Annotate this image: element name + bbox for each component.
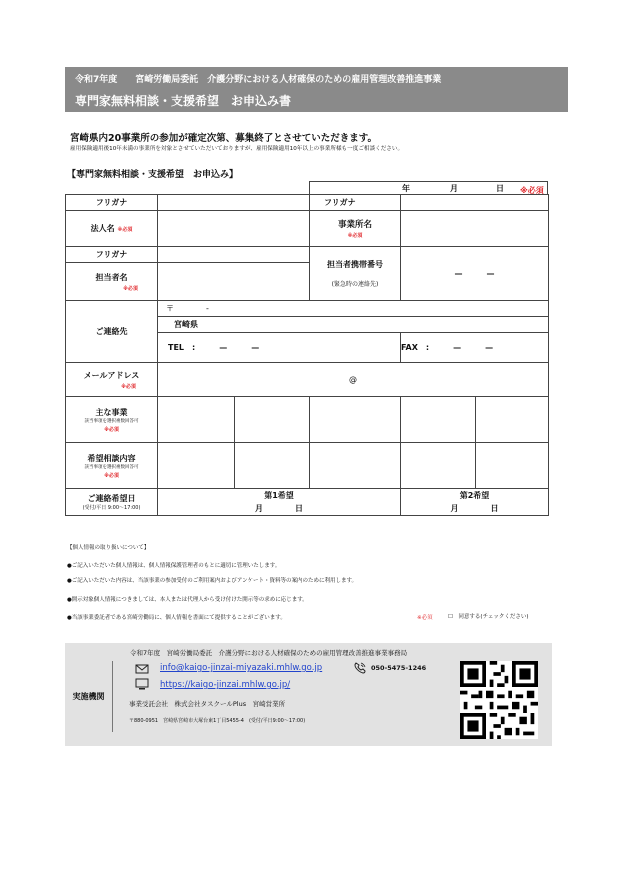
email-text: メールアドレス xyxy=(83,370,140,380)
mail-icon xyxy=(135,664,149,674)
schedule-label xyxy=(66,489,158,516)
business-option-3[interactable] xyxy=(310,397,401,443)
mobile-text: 担当者携帯番号 xyxy=(327,260,383,269)
website-link[interactable]: https://kaigo-jinzai.mhlw.go.jp/ xyxy=(160,680,291,690)
contact-name-label xyxy=(66,263,158,301)
address-input[interactable]: 宮崎県 xyxy=(158,317,549,333)
second-choice-input[interactable]: 月 日 xyxy=(401,502,549,516)
computer-icon xyxy=(135,678,149,690)
business-option-5[interactable] xyxy=(476,397,549,443)
corp-name-label xyxy=(66,211,158,247)
email-required: ※必須 xyxy=(121,383,136,390)
email-label xyxy=(66,363,158,397)
business-option-1[interactable] xyxy=(158,397,235,443)
banner-subtitle: 令和7年度 宮崎労働局委託 介護分野における人材確保のための雇用管理改善推進事業 xyxy=(75,75,442,85)
corp-name-input[interactable] xyxy=(158,211,310,247)
phone-number: 050-5475-1246 xyxy=(371,664,427,672)
company-name: 事業受託会社 株式会社タスクールPlus 宮崎営業所 xyxy=(129,700,286,708)
form-title: 【専門家無料相談・支援希望 お申込み】 xyxy=(67,170,239,180)
intro-main: 宮崎県内20事業所の参加が確定次第、募集終了とさせていただきます。 xyxy=(70,133,377,144)
corp-name-text: 法人名 xyxy=(90,224,115,233)
date-year: 年 xyxy=(402,184,410,193)
date-month: 月 xyxy=(450,184,458,193)
corp-furigana-input[interactable] xyxy=(158,195,310,211)
mobile-label xyxy=(310,247,401,301)
contact-name-required: ※必須 xyxy=(123,285,138,292)
business-option-4[interactable] xyxy=(401,397,476,443)
date-day: 日 xyxy=(496,184,504,193)
consult-label xyxy=(66,443,158,489)
mobile-note: (緊急時の連絡先) xyxy=(331,281,379,288)
business-text: 主な事業 xyxy=(95,407,128,417)
consult-note: 該当事項を選択複数回答可 xyxy=(84,464,139,470)
first-choice-label: 第1希望 xyxy=(158,489,401,502)
contact-furigana-input[interactable] xyxy=(158,247,310,263)
intro-sub: 雇用保険適用後10年未満の事業所を対象とさせていただいておりますが、雇用保険適用10年以上の事業所様も一度ご相談ください。 xyxy=(70,146,404,152)
first-choice-input[interactable]: 月 日 xyxy=(158,502,401,516)
phone-icon xyxy=(353,661,367,675)
schedule-text: ご連絡希望日 xyxy=(87,494,136,503)
business-label xyxy=(66,397,158,443)
consult-option-4[interactable] xyxy=(401,443,476,489)
contact-name-input[interactable] xyxy=(158,263,310,301)
business-note: 該当事項を選択複数回答可 xyxy=(84,418,139,424)
contact-furigana-label: フリガナ xyxy=(66,247,158,263)
agency-label: 実施機関 xyxy=(65,661,113,732)
email-input[interactable]: @ xyxy=(158,363,549,397)
office-name: 令和7年度 宮崎労働局委託 介護分野における人材確保のための雇用管理改善推進事業事務局 xyxy=(130,649,408,657)
consult-required: ※必須 xyxy=(104,472,119,479)
email-link[interactable]: info@kaigo-jinzai-miyazaki.mhlw.go.jp xyxy=(160,663,323,673)
privacy-heading: 【個人情報の取り扱いについて】 xyxy=(67,545,150,551)
company-address: 〒880-0951 宮崎県宮崎市大塚台東1丁目5455-4 (受付/平日9:00～17:00) xyxy=(129,718,306,724)
privacy-item-3: ●開示対象個人情報につきましては、本人または代理人から受け付けた開示等の求めに応じます。 xyxy=(67,597,308,603)
consult-text: 希望相談内容 xyxy=(87,453,136,463)
header-banner xyxy=(65,67,568,112)
footer-agency xyxy=(65,643,552,746)
consent-checkbox[interactable]: ☐ 同意する(チェックください) xyxy=(448,614,529,620)
privacy-item-1: ●ご記入いただいた個人情報は、個人情報保護管理者のもとに適切に管理いたします。 xyxy=(67,563,281,569)
office-name-label xyxy=(310,211,401,247)
office-name-input[interactable] xyxy=(401,211,549,247)
second-choice-label: 第2希望 xyxy=(401,489,549,502)
office-name-text: 事業所名 xyxy=(337,219,372,230)
application-form xyxy=(65,194,549,516)
corp-name-required: ※必須 xyxy=(117,227,133,233)
consent-required: ※必須 xyxy=(417,615,433,621)
consult-option-1[interactable] xyxy=(158,443,235,489)
business-option-2[interactable] xyxy=(235,397,310,443)
tel-input[interactable]: TEL : — — xyxy=(158,333,401,363)
office-furigana-input[interactable] xyxy=(401,195,549,211)
privacy-item-4: ●当該事業委託者である宮崎労働局に、個人情報を書面にて提供することがございます。 xyxy=(67,615,286,621)
privacy-section xyxy=(67,546,547,626)
fax-input[interactable]: FAX : — — xyxy=(401,333,549,363)
privacy-item-2: ●ご記入いただいた内容は、当該事業の参加受付のご利用案内およびアンケート・資料等の案内のために利用します。 xyxy=(67,578,358,584)
consult-option-2[interactable] xyxy=(235,443,310,489)
date-required: ※必須 xyxy=(520,186,544,195)
schedule-note: (受付/平日 9:00～17:00) xyxy=(82,505,141,511)
consult-option-5[interactable] xyxy=(476,443,549,489)
mobile-input[interactable]: — — xyxy=(401,247,549,301)
office-furigana-label: フリガナ xyxy=(310,195,401,211)
date-row[interactable] xyxy=(309,181,548,194)
contact-name-text: 担当者名 xyxy=(95,272,128,282)
consult-option-3[interactable] xyxy=(310,443,401,489)
business-required: ※必須 xyxy=(104,426,119,433)
postal-input[interactable]: 〒 - xyxy=(158,301,549,317)
qr-code[interactable] xyxy=(460,661,538,739)
corp-furigana-label: フリガナ xyxy=(66,195,158,211)
banner-title: 専門家無料相談・支援希望 お申込み書 xyxy=(75,94,292,108)
address-label: ご連絡先 xyxy=(66,301,158,363)
office-name-required: ※必須 xyxy=(347,232,363,239)
